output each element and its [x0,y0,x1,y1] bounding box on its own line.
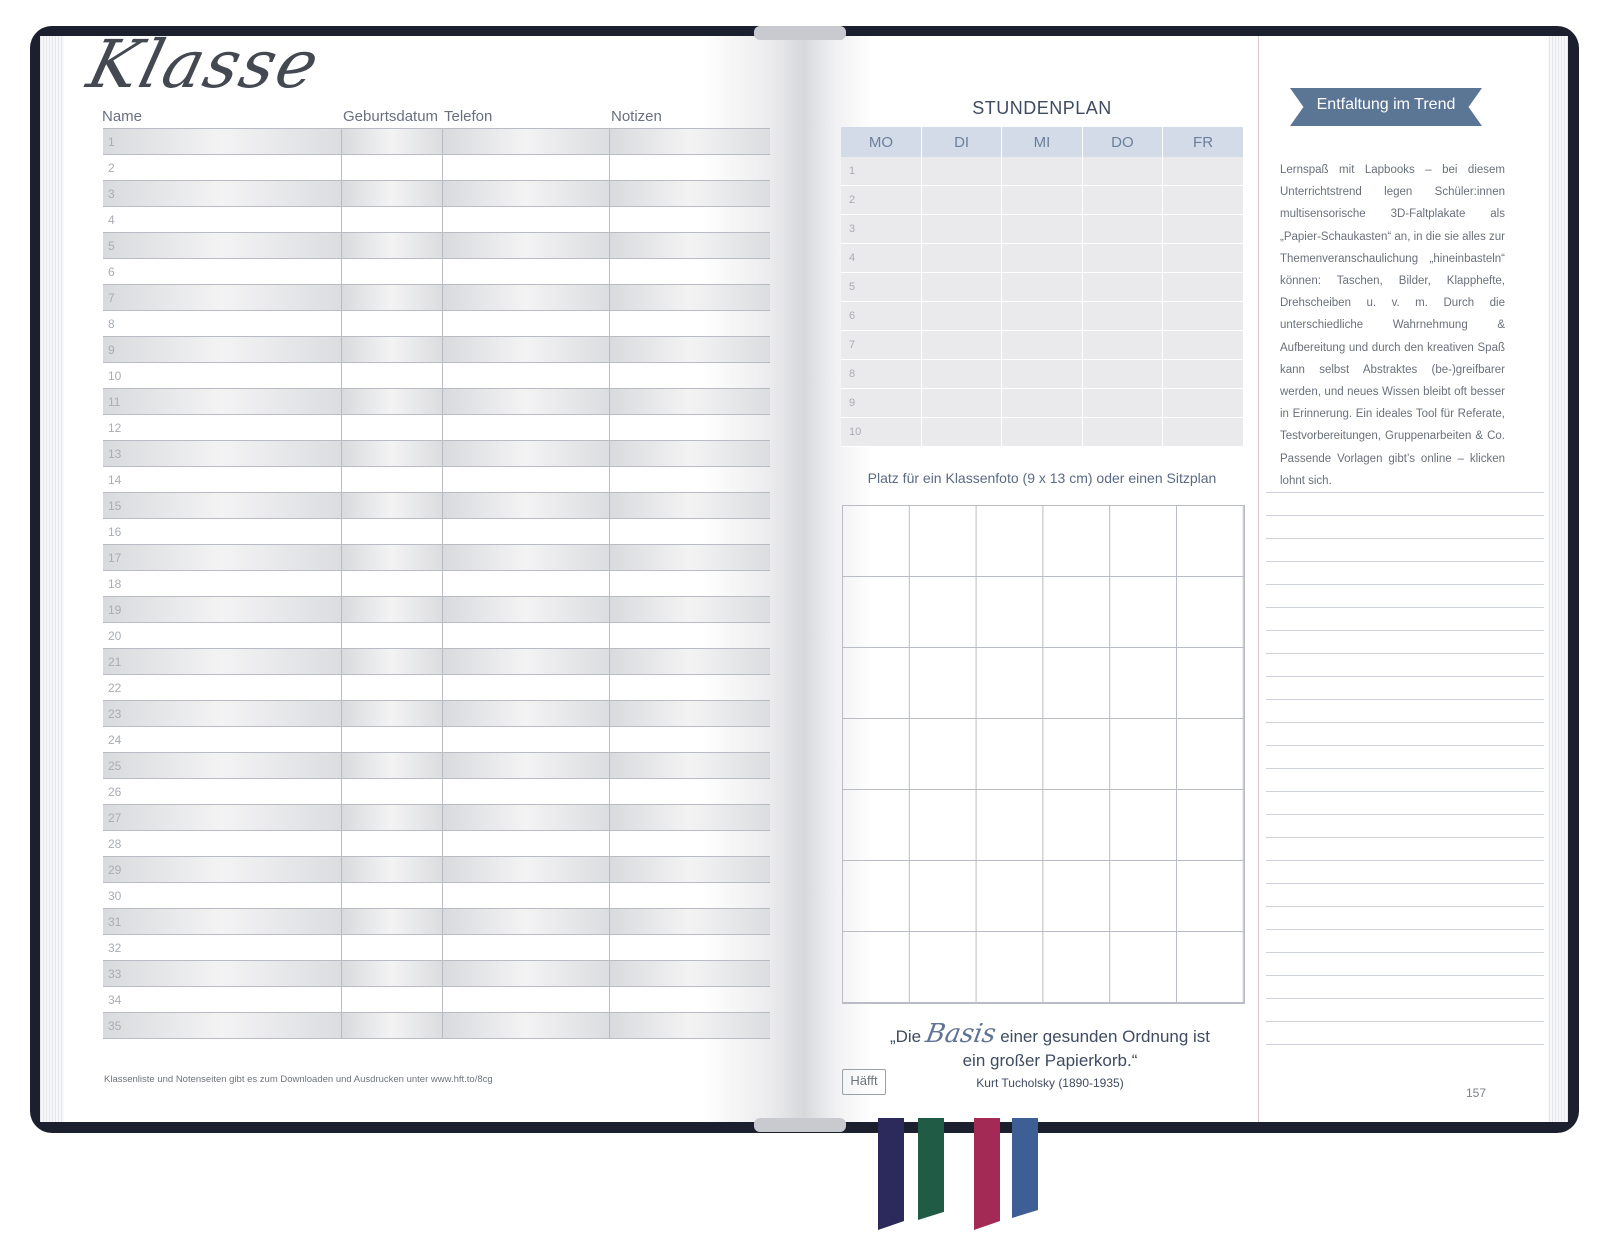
table-row [103,181,770,207]
table-row [103,493,770,519]
table-cell[interactable] [341,337,442,363]
timetable-cell[interactable] [1163,273,1243,302]
table-cell[interactable] [609,519,770,545]
table-cell[interactable] [442,987,609,1013]
table-cell[interactable] [442,207,609,233]
table-cell[interactable] [609,207,770,233]
table-row [103,233,770,259]
table-cell[interactable] [341,259,442,285]
table-row [103,155,770,181]
lesson-number-cell[interactable]: 10 [841,418,921,447]
table-cell[interactable] [341,805,442,831]
table-cell[interactable] [442,545,609,571]
timetable-cell[interactable] [921,389,1001,418]
table-row [103,389,770,415]
bookmark-ribbon-blue[interactable] [1012,1118,1038,1218]
table-cell[interactable] [609,129,770,155]
quote-author: Kurt Tucholsky (1890-1935) [976,1076,1124,1090]
trend-text: Lernspaß mit Lapbooks – bei diesem Unterrichtstrend legen Schüler:innen multisensorische 3D-Faltplakate als „Papier-Schaukasten“ an, in die sie alles zur Themenveranschaulichung „hineinbasteln“ können: Taschen, Bilder, Klapphefte, Drehscheiben u. v. m. Durch die unterschiedliche Wahrnehmung & Aufbereitung und durch den kreativen Spaß kann selbst Abstraktes (be-)greifbarer werden, und neues Wissen bleibt oft besser in Erinnerung. Ein ideales Tool für Referate, Testvorbereitungen, Gruppenarbeiten & Co. Passende Vorlagen gibt’s online – klicken lohnt sich. [1280,164,1506,487]
table-row [103,623,770,649]
table-row [103,987,770,1013]
timetable-cell[interactable] [1163,186,1243,215]
table-cell[interactable] [609,493,770,519]
table-cell[interactable] [341,597,442,623]
timetable-cell[interactable] [1082,360,1162,389]
table-cell[interactable] [341,701,442,727]
timetable-row [841,418,1243,447]
row-number-cell[interactable]: 13 [103,441,341,467]
row-number-cell[interactable]: 23 [103,701,341,727]
table-row [103,337,770,363]
timetable-cell[interactable] [1163,244,1243,273]
row-number-cell[interactable]: 15 [103,493,341,519]
table-cell[interactable] [442,571,609,597]
timetable-cell[interactable] [1163,418,1243,447]
table-cell[interactable] [609,311,770,337]
row-number-cell[interactable]: 32 [103,935,341,961]
table-cell[interactable] [341,155,442,181]
table-cell[interactable] [609,649,770,675]
row-number-cell[interactable]: 10 [103,363,341,389]
timetable-cell[interactable] [1163,302,1243,331]
table-cell[interactable] [442,285,609,311]
table-row [103,779,770,805]
timetable-cell[interactable] [921,186,1001,215]
timetable-cell[interactable] [921,331,1001,360]
quote-script-word: Basis [923,1019,999,1049]
table-cell[interactable] [609,727,770,753]
timetable-cell[interactable] [1163,389,1243,418]
row-number-cell[interactable]: 17 [103,545,341,571]
column-header-name: Name [102,108,143,125]
class-photo-grid [842,505,1245,1004]
table-cell[interactable] [609,935,770,961]
table-cell[interactable] [341,363,442,389]
lesson-number-cell[interactable]: 3 [841,215,921,244]
lesson-number-cell[interactable]: 2 [841,186,921,215]
timetable-row [841,302,1243,331]
table-cell[interactable] [609,441,770,467]
timetable-row [841,215,1243,244]
trend-title: Entfaltung im Trend [1316,96,1456,113]
column-header-birthdate: Geburtsdatum [343,108,439,125]
bookmark-ribbon-navy[interactable] [878,1118,904,1230]
row-number-cell[interactable]: 3 [103,181,341,207]
table-cell[interactable] [609,389,770,415]
table-cell[interactable] [442,909,609,935]
table-cell[interactable] [341,519,442,545]
row-number-cell[interactable]: 19 [103,597,341,623]
timetable-day-header: DI [921,127,1001,157]
table-cell[interactable] [609,597,770,623]
table-cell[interactable] [341,1013,442,1039]
table-cell[interactable] [442,935,609,961]
table-cell[interactable] [609,571,770,597]
table-cell[interactable] [341,883,442,909]
timetable-cell[interactable] [1082,302,1162,331]
table-row [103,1013,770,1039]
timetable-day-header: DO [1082,127,1162,157]
row-number-cell[interactable]: 7 [103,285,341,311]
table-cell[interactable] [341,987,442,1013]
table-row [103,545,770,571]
column-header-notes: Notizen [611,108,662,125]
row-number-cell[interactable]: 26 [103,779,341,805]
quote [880,1019,1220,1073]
table-row [103,129,770,155]
table-cell[interactable] [442,753,609,779]
table-cell[interactable] [609,1013,770,1039]
spine-top [754,26,846,40]
page-number: 157 [1466,1086,1487,1100]
table-cell[interactable] [442,831,609,857]
timetable-cell[interactable] [921,360,1001,389]
table-cell[interactable] [341,389,442,415]
row-number-cell[interactable]: 24 [103,727,341,753]
table-row [103,831,770,857]
row-number-cell[interactable]: 22 [103,675,341,701]
quote-line1-rest: einer gesunden Ordnung ist [1000,1027,1211,1046]
table-cell[interactable] [609,831,770,857]
row-number-cell[interactable]: 27 [103,805,341,831]
lesson-number-cell[interactable]: 8 [841,360,921,389]
timetable-cell[interactable] [1163,331,1243,360]
table-cell[interactable] [442,805,609,831]
photo-area-label: Platz für ein Klassenfoto (9 x 13 cm) oder einen Sitzplan [867,470,1217,486]
row-number-cell[interactable]: 4 [103,207,341,233]
table-cell[interactable] [442,727,609,753]
row-number-cell[interactable]: 1 [103,129,341,155]
timetable [841,127,1243,447]
table-row [103,805,770,831]
timetable-cell[interactable] [1082,215,1162,244]
row-number-cell[interactable]: 34 [103,987,341,1013]
lesson-number-cell[interactable]: 9 [841,389,921,418]
timetable-cell[interactable] [1002,418,1082,447]
table-cell[interactable] [442,779,609,805]
table-cell[interactable] [609,233,770,259]
page-edges-left [40,36,66,1122]
quote-line2: ein großer Papierkorb.“ [962,1051,1138,1070]
row-number-cell[interactable]: 21 [103,649,341,675]
table-row [103,727,770,753]
table-cell[interactable] [341,909,442,935]
table-cell[interactable] [609,753,770,779]
row-number-cell[interactable]: 8 [103,311,341,337]
timetable-row [841,389,1243,418]
bookmark-ribbon-red[interactable] [974,1118,1000,1230]
table-cell[interactable] [341,831,442,857]
timetable-cell[interactable] [1082,244,1162,273]
timetable-cell[interactable] [1002,244,1082,273]
timetable-cell[interactable] [1082,389,1162,418]
timetable-row [841,186,1243,215]
row-number-cell[interactable]: 2 [103,155,341,181]
table-cell[interactable] [442,493,609,519]
table-cell[interactable] [341,623,442,649]
table-cell[interactable] [609,285,770,311]
table-cell[interactable] [341,571,442,597]
table-cell[interactable] [609,337,770,363]
lesson-number-cell[interactable]: 4 [841,244,921,273]
table-row [103,285,770,311]
timetable-cell[interactable] [1002,360,1082,389]
table-cell[interactable] [442,597,609,623]
table-cell[interactable] [609,467,770,493]
table-row [103,363,770,389]
table-cell[interactable] [442,363,609,389]
table-cell[interactable] [442,701,609,727]
table-cell[interactable] [341,545,442,571]
timetable-cell[interactable] [921,157,1001,186]
table-cell[interactable] [442,883,609,909]
timetable-cell[interactable] [1082,331,1162,360]
table-cell[interactable] [609,909,770,935]
row-number-cell[interactable]: 30 [103,883,341,909]
row-number-cell[interactable]: 9 [103,337,341,363]
row-number-cell[interactable]: 35 [103,1013,341,1039]
table-row [103,441,770,467]
table-row [103,753,770,779]
table-cell[interactable] [609,155,770,181]
table-cell[interactable] [442,233,609,259]
table-cell[interactable] [341,311,442,337]
table-cell[interactable] [442,259,609,285]
table-cell[interactable] [442,857,609,883]
table-row [103,909,770,935]
table-cell[interactable] [609,181,770,207]
download-footnote: Klassenliste und Notenseiten gibt es zum Downloaden und Ausdrucken unter www.hft.to/8cg [104,1074,493,1085]
table-row [103,207,770,233]
table-cell[interactable] [442,467,609,493]
timetable-cell[interactable] [1002,215,1082,244]
table-cell[interactable] [609,805,770,831]
table-cell[interactable] [341,727,442,753]
table-cell[interactable] [442,623,609,649]
timetable-row [841,331,1243,360]
table-cell[interactable] [442,441,609,467]
page-title: Klasse [80,26,329,103]
timetable-day-header: MI [1002,127,1082,157]
table-cell[interactable] [442,155,609,181]
table-cell[interactable] [442,1013,609,1039]
page-edges-right [1546,36,1568,1122]
timetable-cell[interactable] [921,302,1001,331]
table-row [103,649,770,675]
ruled-lines [1266,492,1544,1067]
publisher-logo: Häfft [842,1069,886,1095]
timetable-day-header: FR [1163,127,1243,157]
lesson-number-cell[interactable]: 5 [841,273,921,302]
table-cell[interactable] [341,675,442,701]
table-cell[interactable] [341,233,442,259]
row-number-cell[interactable]: 5 [103,233,341,259]
table-cell[interactable] [609,961,770,987]
row-number-cell[interactable]: 11 [103,389,341,415]
table-row [103,571,770,597]
timetable-cell[interactable] [1002,302,1082,331]
column-header-phone: Telefon [444,108,493,125]
timetable-title: STUNDENPLAN [972,98,1112,118]
timetable-cell[interactable] [1002,273,1082,302]
table-cell[interactable] [341,779,442,805]
table-row [103,311,770,337]
timetable-cell[interactable] [1163,360,1243,389]
row-number-cell[interactable]: 29 [103,857,341,883]
table-row [103,519,770,545]
row-number-cell[interactable]: 14 [103,467,341,493]
table-row [103,675,770,701]
row-number-cell[interactable]: 33 [103,961,341,987]
table-cell[interactable] [341,467,442,493]
table-cell[interactable] [609,545,770,571]
timetable-cell[interactable] [1002,331,1082,360]
table-cell[interactable] [442,675,609,701]
table-row [103,701,770,727]
row-number-cell[interactable]: 28 [103,831,341,857]
row-number-cell[interactable]: 25 [103,753,341,779]
row-number-cell[interactable]: 31 [103,909,341,935]
table-cell[interactable] [609,857,770,883]
table-row [103,259,770,285]
timetable-cell[interactable] [1082,418,1162,447]
table-cell[interactable] [341,207,442,233]
table-cell[interactable] [609,623,770,649]
timetable-cell[interactable] [1163,215,1243,244]
bookmark-ribbon-green[interactable] [918,1118,944,1220]
timetable-row [841,273,1243,302]
table-cell[interactable] [341,129,442,155]
table-row [103,935,770,961]
table-cell[interactable] [609,987,770,1013]
timetable-cell[interactable] [1163,157,1243,186]
spine-bottom [754,1118,846,1132]
table-cell[interactable] [609,675,770,701]
table-row [103,597,770,623]
column-divider [1258,36,1259,1122]
table-cell[interactable] [341,935,442,961]
row-number-cell[interactable]: 6 [103,259,341,285]
table-cell[interactable] [609,415,770,441]
table-cell[interactable] [341,441,442,467]
table-cell[interactable] [609,779,770,805]
table-cell[interactable] [341,493,442,519]
table-row [103,961,770,987]
table-row [103,883,770,909]
row-number-cell[interactable]: 16 [103,519,341,545]
table-cell[interactable] [341,961,442,987]
class-list-table [103,128,770,1039]
table-cell[interactable] [442,129,609,155]
timetable-cell[interactable] [1002,157,1082,186]
timetable-cell[interactable] [921,418,1001,447]
table-cell[interactable] [609,883,770,909]
timetable-cell[interactable] [1082,186,1162,215]
lesson-number-cell[interactable]: 7 [841,331,921,360]
timetable-row [841,157,1243,186]
table-cell[interactable] [341,285,442,311]
table-cell[interactable] [442,311,609,337]
timetable-row [841,244,1243,273]
table-cell[interactable] [609,701,770,727]
table-row [103,415,770,441]
timetable-cell[interactable] [1082,273,1162,302]
table-cell[interactable] [341,181,442,207]
table-cell[interactable] [609,363,770,389]
table-cell[interactable] [609,259,770,285]
table-row [103,857,770,883]
timetable-cell[interactable] [921,244,1001,273]
quote-open: „Die [889,1027,922,1046]
lesson-number-cell[interactable]: 6 [841,302,921,331]
table-cell[interactable] [341,857,442,883]
timetable-cell[interactable] [1002,389,1082,418]
table-cell[interactable] [442,181,609,207]
table-cell[interactable] [341,753,442,779]
timetable-cell[interactable] [921,215,1001,244]
table-cell[interactable] [442,415,609,441]
table-cell[interactable] [442,389,609,415]
timetable-day-header: MO [841,127,921,157]
table-row [103,467,770,493]
timetable-row [841,360,1243,389]
lesson-number-cell[interactable]: 1 [841,157,921,186]
table-cell[interactable] [442,519,609,545]
table-cell[interactable] [341,649,442,675]
row-number-cell[interactable]: 20 [103,623,341,649]
timetable-cell[interactable] [921,273,1001,302]
row-number-cell[interactable]: 18 [103,571,341,597]
table-cell[interactable] [442,961,609,987]
row-number-cell[interactable]: 12 [103,415,341,441]
table-cell[interactable] [341,415,442,441]
timetable-cell[interactable] [1002,186,1082,215]
table-cell[interactable] [442,337,609,363]
timetable-cell[interactable] [1082,157,1162,186]
table-cell[interactable] [442,649,609,675]
